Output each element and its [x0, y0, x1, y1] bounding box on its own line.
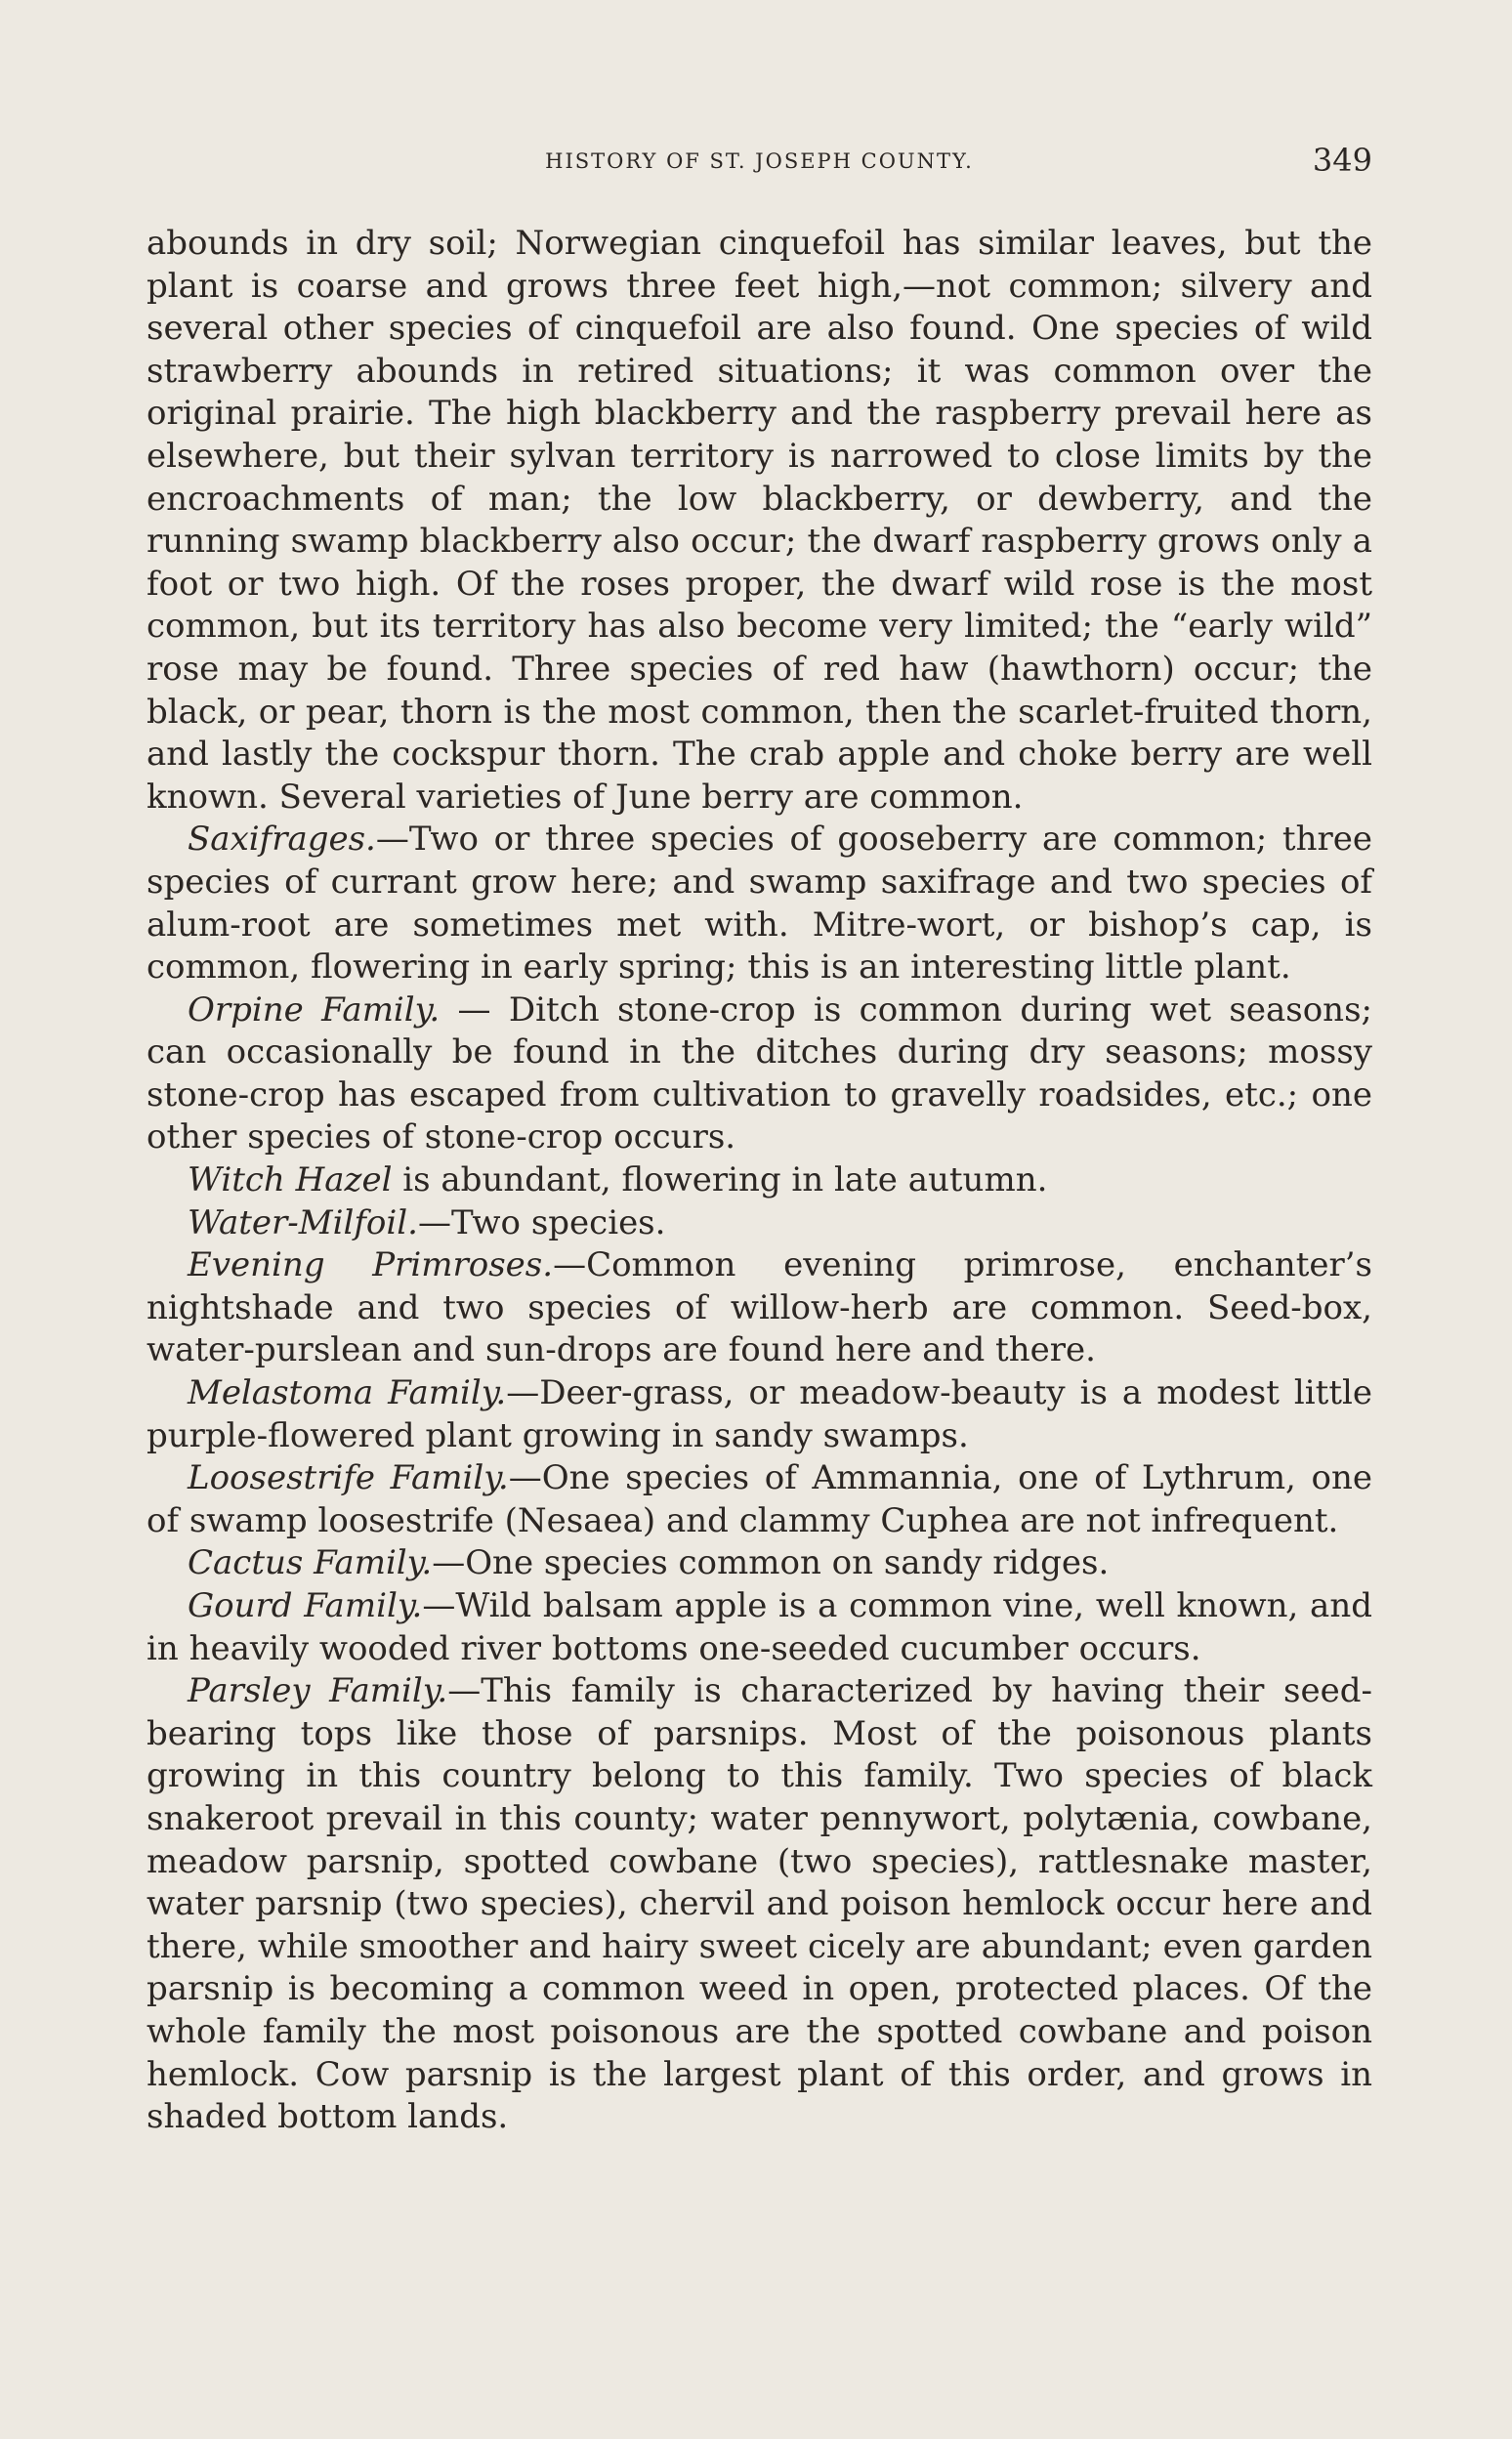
- body-text: [147, 223, 1372, 2139]
- paragraph-cactus-family: [147, 1542, 1372, 1585]
- paragraph-water-milfoil: [147, 1202, 1372, 1245]
- paragraph-text: is abundant, flowering in late autumn.: [392, 1160, 1048, 1200]
- section-title: Saxifrages.: [188, 820, 376, 860]
- paragraph-melastoma-family: [147, 1372, 1372, 1457]
- paragraph-orpine-family: [147, 989, 1372, 1159]
- section-title: Evening Primroses.: [188, 1245, 554, 1285]
- paragraph-parsley-family: [147, 1670, 1372, 2139]
- paragraph-text: — Ditch stone-crop is common during wet seasons; can occasionally be found in the ditches during dry seasons; mossy stone-crop has escaped from cultivation to gravelly roadsides, etc.; one other species of stone-crop occurs.: [147, 989, 1372, 1157]
- section-title: Orpine Family.: [188, 989, 441, 1030]
- section-title: Water-Milfoil.: [188, 1202, 418, 1242]
- paragraph-text: —One species of Ammannia, one of Lythrum, one of swamp loosestrife (Nesaea) and clammy Cuphea are not infrequent.: [147, 1458, 1372, 1540]
- section-title: Melastoma Family.: [188, 1373, 507, 1413]
- paragraph-text: —Common evening primrose, enchanter’s nightshade and two species of willow-herb are common. Seed-box, water-purslean and sun-drops are found here and there.: [147, 1245, 1372, 1370]
- paragraph-text: —One species common on sandy ridges.: [432, 1543, 1110, 1583]
- paragraph-text: —Wild balsam apple is a common vine, well known, and in heavily wooded river bottoms one-seeded cucumber occurs.: [147, 1586, 1372, 1668]
- page-header: [147, 142, 1372, 181]
- paragraph-text: —This family is characterized by having their seed-bearing tops like those of parsnips. Most of the poisonous plants growing in this country belong to this family. Two species of black snakeroot prevail in this county; water pennywort, polytænia, cowbane, meadow parsnip, spotted cowbane (two species), rattlesnake master, water parsnip (two species), chervil and poison hemlock occur here and there, while smoother and hairy sweet cicely are abundant; even garden parsnip is becoming a common weed in open, protected places. Of the whole family the most poisonous are the spotted cowbane and poison hemlock. Cow parsnip is the largest plant of this order, and grows in shaded bottom lands.: [147, 1671, 1373, 2137]
- paragraph-rosaceae: [147, 223, 1372, 819]
- page-number: 349: [1312, 142, 1372, 179]
- running-head: HISTORY OF ST. JOSEPH COUNTY.: [545, 149, 974, 173]
- paragraph-text: —Two species.: [417, 1202, 666, 1242]
- paragraph-saxifrages: [147, 819, 1372, 988]
- paragraph-witch-hazel: [147, 1159, 1372, 1202]
- section-title: Parsley Family.: [188, 1671, 448, 1711]
- paragraph-text: —Two or three species of gooseberry are common; three species of currant grow here; and swamp saxifrage and two species of alum-root are sometimes met with. Mitre-wort, or bishop’s cap, is common, flowering in early spring; this is an interesting little plant.: [147, 820, 1372, 988]
- section-title: Gourd Family.: [188, 1586, 423, 1625]
- paragraph-text: —Deer-grass, or meadow-beauty is a modest little purple-flowered plant growing in sandy swamps.: [147, 1373, 1372, 1455]
- paragraph-evening-primroses: [147, 1244, 1372, 1372]
- section-title: Loosestrife Family.: [188, 1458, 509, 1498]
- paragraph-text: abounds in dry soil; Norwegian cinquefoil has similar leaves, but the plant is coarse and grows three feet high,—not common; silvery and several other species of cinquefoil are also found. One species of wild strawberry abounds in retired situations; it was common over the original prairie. The high blackberry and the raspberry prevail here as elsewhere, but their sylvan territory is narrowed to close limits by the encroachments of man; the low blackberry, or dewberry, and the running swamp blackberry also occur; the dwarf raspberry grows only a foot or two high. Of the roses proper, the dwarf wild rose is the most common, but its territory has also become very limited; the “early wild” rose may be found. Three species of red haw (hawthorn) occur; the black, or pear, thorn is the most common, then the scarlet-fruited thorn, and lastly the cockspur thorn. The crab apple and choke berry are well known. Several varieties of June berry are common.: [147, 224, 1372, 817]
- paragraph-gourd-family: [147, 1585, 1372, 1670]
- section-title: Cactus Family.: [188, 1543, 433, 1583]
- section-title: Witch Hazel: [188, 1160, 393, 1200]
- paragraph-loosestrife-family: [147, 1457, 1372, 1542]
